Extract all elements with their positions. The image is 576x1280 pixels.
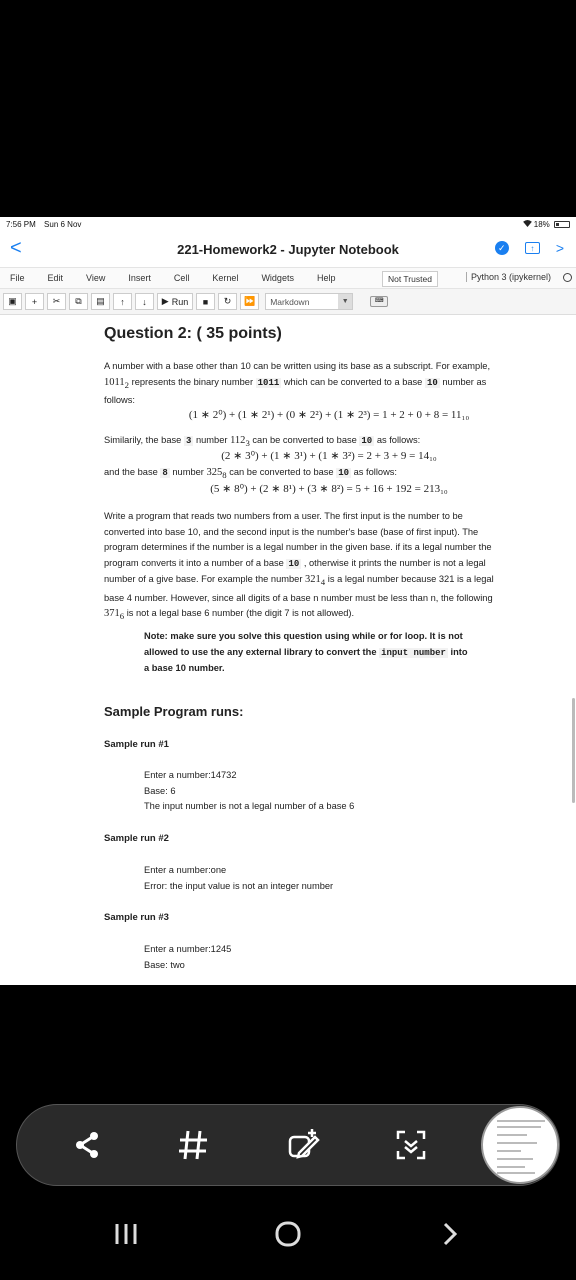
note-line-2b: into — [450, 646, 468, 657]
intro-text-b: represents the binary number — [131, 376, 254, 387]
inline-code: 3 — [185, 436, 192, 446]
wp-line-4a: program converts it into a number of a base — [104, 557, 284, 568]
equation-2: (2 ∗ 3⁰) + (1 ∗ 3¹) + (1 ∗ 3²) = 2 + 3 + 9 = 14₁₀ — [221, 450, 437, 462]
note-paragraph — [144, 629, 524, 677]
sim-text-d: as follows: — [376, 435, 421, 445]
menu-file[interactable]: File — [10, 273, 25, 283]
output-line: Error: the input value is not an integer number — [144, 880, 334, 891]
wp-line-4b: , otherwise it prints the number is not a legal — [303, 557, 486, 568]
output-line: Enter a number:one — [144, 865, 227, 875]
intro-text-a: A number with a base other than 10 can be written using its base as a subscript. For example, — [104, 361, 491, 371]
write-program-paragraph — [104, 509, 554, 625]
play-icon: ▶ — [161, 296, 169, 306]
share-icon[interactable] — [69, 1127, 105, 1163]
paste-icon[interactable]: ▤ — [91, 293, 110, 310]
menu-kernel[interactable]: Kernel — [212, 273, 239, 283]
status-date: Sun 6 Nov — [44, 219, 82, 229]
status-time: 7:56 PM — [6, 219, 36, 229]
inline-code: 10 — [288, 558, 300, 569]
keyboard-icon[interactable]: ⌨ — [370, 296, 388, 307]
inline-code: 10 — [426, 377, 438, 388]
system-navbar — [0, 1210, 576, 1260]
page-title: 221-Homework2 - Jupyter Notebook — [177, 241, 399, 257]
save-icon[interactable]: ▣ — [3, 293, 22, 310]
restart-icon[interactable]: ↻ — [218, 293, 237, 310]
sample-run-3-label: Sample run #3 — [104, 912, 169, 923]
sim-number: $112_3$ — [230, 435, 250, 449]
note-line-2a: allowed to use the any external library to convert the — [144, 646, 377, 657]
wp-line-6: base 4 number. However, since all digits of a base n number must be less than n, the following — [104, 592, 493, 603]
equation-1: (1 ∗ 2⁰) + (1 ∗ 2¹) + (0 ∗ 2²) + (1 ∗ 2³) = 1 + 2 + 0 + 8 = 11₁₀ — [188, 409, 470, 421]
compass-icon[interactable]: ✓ — [495, 241, 509, 255]
status-bar — [0, 217, 576, 231]
output-line: The input number is not a legal number of a base 6 — [144, 801, 355, 811]
wp-line-7: is not a legal base 6 number (the digit 7 is not allowed). — [126, 608, 355, 619]
sim-text-a: Similarily, the base — [104, 435, 182, 445]
intro-number: $1011_2$ — [104, 376, 129, 390]
cut-icon[interactable]: ✂ — [47, 293, 66, 310]
question-title: Question 2: ( 35 points) — [104, 325, 282, 342]
jupyter-toolbar — [0, 289, 576, 315]
sample-runs-heading: Sample Program runs: — [104, 704, 244, 719]
notebook-content — [0, 315, 576, 985]
edit-crop-icon[interactable] — [285, 1127, 321, 1163]
copy-icon[interactable]: ⧉ — [69, 293, 88, 310]
and-text-d: as follows: — [353, 467, 398, 477]
base-8-line — [104, 465, 554, 484]
inline-code: 10 — [338, 468, 350, 478]
forward-button[interactable]: > — [555, 240, 564, 256]
wp-line-2: converted into base 10, and the second input is the number's base (base of first input). The — [104, 526, 479, 537]
tablet-screenshot — [0, 217, 576, 985]
intro-text-c: which can be converted to a base — [283, 376, 423, 387]
share-box-icon[interactable]: ↑ — [525, 242, 540, 254]
output-line: Base: 6 — [144, 785, 176, 796]
recents-icon[interactable] — [113, 1222, 139, 1251]
output-line: Enter a number:14732 — [144, 770, 237, 780]
note-line-1: Note: make sure you solve this question using while or for loop. It is not — [144, 631, 463, 641]
run-button[interactable] — [157, 293, 193, 310]
wp-number-321: $321_4$ — [305, 574, 326, 588]
cell-type-select[interactable] — [265, 293, 353, 310]
stop-icon[interactable]: ■ — [196, 293, 215, 310]
fast-forward-icon[interactable]: ⏩ — [240, 293, 259, 310]
intro-paragraph — [104, 359, 554, 409]
home-icon[interactable] — [274, 1220, 302, 1253]
note-line-3: a base 10 number. — [144, 663, 225, 673]
sim-text-b: number — [195, 435, 228, 445]
inline-code: input number — [381, 647, 446, 658]
battery-percent: 18% — [533, 219, 550, 229]
scrollbar-thumb[interactable] — [572, 698, 575, 803]
wp-number-371: $371_6$ — [104, 608, 125, 622]
inline-code: 10 — [361, 436, 373, 446]
run-label: Run — [171, 296, 189, 307]
wp-line-5a: number of a give base. For example the number — [104, 574, 303, 584]
add-cell-icon[interactable]: + — [25, 293, 44, 310]
wifi-icon — [523, 220, 534, 229]
intro-text-e: follows: — [104, 395, 136, 406]
hashtag-icon[interactable] — [175, 1127, 211, 1163]
back-icon[interactable] — [440, 1222, 460, 1251]
back-button[interactable]: < — [10, 237, 22, 259]
browser-titlebar — [0, 231, 576, 267]
sample-run-1-output — [144, 768, 576, 815]
output-line: Base: two — [144, 959, 185, 970]
move-down-icon[interactable]: ↓ — [135, 293, 154, 310]
sim-text-c: can be converted to base — [252, 435, 357, 445]
cell-type-value: Markdown — [270, 296, 310, 307]
wp-line-1: Write a program that reads two numbers from a user. The first input is the number to be — [104, 511, 463, 521]
menu-view[interactable]: View — [86, 273, 106, 283]
sample-run-1-label: Sample run #1 — [104, 739, 169, 750]
chevron-down-icon: ▼ — [338, 294, 352, 309]
inline-code: 8 — [162, 468, 168, 478]
and-number: $325_8$ — [206, 467, 227, 481]
kernel-status-icon — [563, 273, 572, 282]
kernel-name[interactable]: Python 3 (ipykernel) — [466, 272, 551, 282]
sample-run-3-output — [144, 942, 576, 973]
menu-help[interactable]: Help — [316, 273, 336, 283]
menu-widgets[interactable]: Widgets — [261, 273, 294, 283]
menu-edit[interactable]: Edit — [47, 273, 64, 283]
wp-line-5b: is a legal number because 321 is a legal — [327, 574, 494, 584]
screenshot-thumbnail[interactable] — [481, 1106, 559, 1184]
battery-icon — [554, 221, 570, 228]
sample-run-2-label: Sample run #2 — [104, 833, 169, 844]
equation-3: (5 ∗ 8⁰) + (2 ∗ 8¹) + (3 ∗ 8²) = 5 + 16 + 192 = 213₁₀ — [210, 483, 448, 495]
menu-insert[interactable]: Insert — [128, 273, 151, 283]
and-text-b: number — [172, 467, 204, 477]
screenshot-toolbar — [16, 1104, 560, 1186]
output-line: Enter a number:1245 — [144, 944, 232, 954]
jupyter-menubar — [0, 267, 576, 289]
scroll-capture-icon[interactable] — [393, 1127, 429, 1163]
and-text-c: can be converted to base — [229, 467, 334, 477]
intro-text-d: number as — [442, 376, 487, 387]
move-up-icon[interactable]: ↑ — [113, 293, 132, 310]
inline-code: 1011 — [257, 377, 280, 388]
sample-run-2-output — [144, 863, 576, 894]
menu-cell[interactable]: Cell — [173, 273, 190, 283]
trust-button[interactable]: Not Trusted — [382, 271, 438, 287]
wp-line-3: program determines if the number is a legal number in the given base. if its a legal number the — [104, 542, 492, 552]
and-text-a: and the base — [104, 467, 158, 477]
